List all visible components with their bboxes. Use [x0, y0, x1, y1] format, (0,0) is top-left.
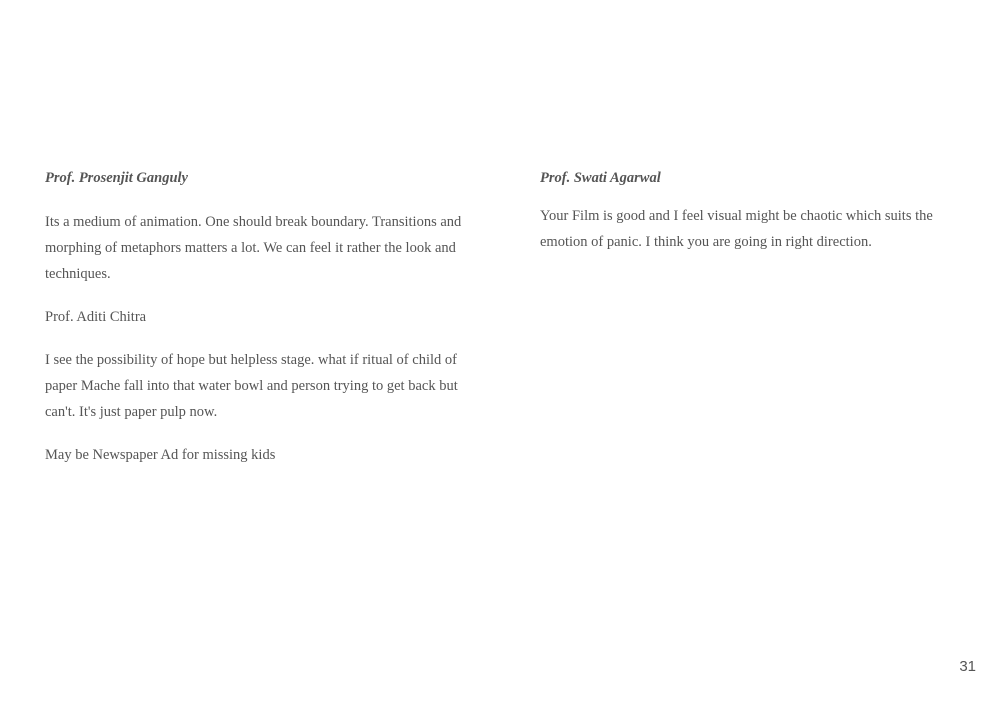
page-number: 31 [959, 658, 976, 675]
feedback-note: May be Newspaper Ad for missing kids [45, 447, 276, 463]
reviewer-name-swati-agarwal: Prof. Swati Agarwal [540, 170, 661, 186]
left-column [45, 168, 485, 485]
feedback-paragraph: Its a medium of animation. One should break boundary. Transitions and morphing of metaphors matters a lot. We can feel it rather the look and techniques. [45, 214, 462, 282]
feedback-paragraph: I see the possibility of hope but helpless stage. what if ritual of child of paper Mache fall into that water bowl and person trying to get back but can't. It's just paper pulp now. [45, 352, 458, 420]
feedback-paragraph: Your Film is good and I feel visual might be chaotic which suits the emotion of panic. I think you are going in right direction. [540, 208, 933, 250]
reviewer-name-aditi-chitra: Prof. Aditi Chitra [45, 309, 147, 325]
reviewer-name-prosenjit-ganguly: Prof. Prosenjit Ganguly [45, 170, 188, 186]
right-column [540, 168, 960, 255]
